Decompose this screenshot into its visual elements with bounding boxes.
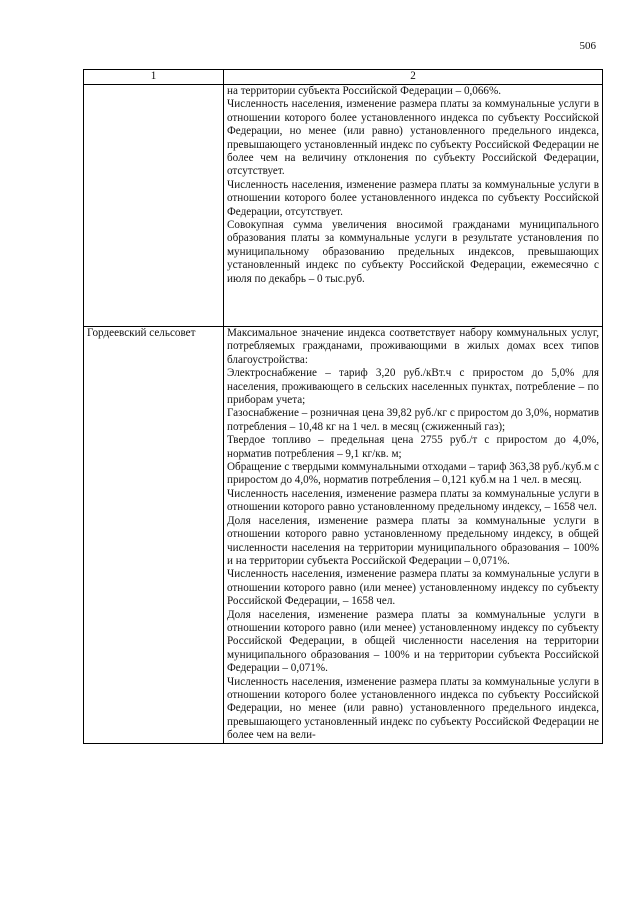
column-header-1: 1	[84, 70, 224, 85]
paragraph: Доля населения, изменение размера платы за коммунальные услуги в отношении которого равно установленному предельному индексу, в общей численности населения на территории муниципального образования – 100% и на территории субъекта Российской Федерации – 0,071%.	[227, 514, 599, 567]
paragraph: Численность населения, изменение размера платы за коммунальные услуги в отношении которого равно установленному предельному индексу, – 1658 чел.	[227, 487, 599, 514]
paragraph: Максимальное значение индекса соответствует набору коммунальных услуг, потребляемых гражданами, проживающими в жилых домах всех типов благоустройства:	[227, 327, 599, 366]
settlement-cell	[84, 327, 224, 744]
description-cell	[224, 327, 603, 744]
page-number: 506	[579, 40, 596, 52]
paragraph: на территории субъекта Российской Федерации – 0,066%.	[227, 85, 502, 97]
paragraph: Твердое топливо – предельная цена 2755 руб./т с приростом до 4,0%, норматив потребления – 9,1 кг/кв. м;	[227, 434, 599, 460]
paragraph: Доля населения, изменение размера платы за коммунальные услуги в отношении которого равно (или менее) установленному индексу по субъекту Российской Федерации, в общей численности населения на территории муниципального образования – 100% и на территории субъекта Российской Федерации – 0,071%.	[227, 608, 599, 675]
settlement-cell	[84, 85, 224, 327]
description-cell	[224, 85, 603, 327]
table-row	[84, 327, 603, 744]
column-header-2: 2	[224, 70, 603, 85]
table-header-row	[84, 70, 603, 85]
paragraph: Численность населения, изменение размера платы за коммунальные услуги в отношении которого более установленного индекса по субъекту Российской Федерации, но менее (или равно) установленного предельного индекса, превышающего установленный индекс по субъекту Российской Федерации не более чем на величину отклонения по субъекту Российской Федерации, отсутствует.	[227, 98, 599, 178]
table-row	[84, 85, 603, 327]
paragraph: Совокупная сумма увеличения вносимой гражданами муниципального образования платы за коммунальные услуги в результате установления по муниципальному образованию предельных индексов, превышающих установленный индекс по субъекту Российской Федерации, ежемесячно с июля по декабрь – 0 тыс.руб.	[227, 219, 599, 285]
paragraph: Численность населения, изменение размера платы за коммунальные услуги в отношении которого более установленного индекса по субъекту Российской Федерации, но менее (или равно) установленного предельного индекса, превышающего установленный индекс по субъекту Российской Федерации не более чем на вели-	[227, 675, 599, 742]
paragraph: Электроснабжение – тариф 3,20 руб./кВт.ч с приростом до 5,0% для населения, проживающего в сельских населенных пунктах, потребление – по приборам учета;	[227, 367, 599, 407]
paragraph: Численность населения, изменение размера платы за коммунальные услуги в отношении которого более установленного индекса по субъекту Российской Федерации, отсутствует.	[227, 178, 599, 218]
settlement-name: Гордеевский сельсовет	[87, 327, 196, 339]
document-table	[83, 69, 603, 744]
paragraph: Обращение с твердыми коммунальными отходами – тариф 363,38 руб./куб.м с приростом до 4,0%, норматив потребления – 0,121 куб.м на 1 чел. в месяц.	[227, 461, 599, 487]
paragraph: Численность населения, изменение размера платы за коммунальные услуги в отношении которого равно (или менее) установленному индексу по субъекту Российской Федерации, – 1658 чел.	[227, 568, 599, 608]
paragraph: Газоснабжение – розничная цена 39,82 руб./кг с приростом до 3,0%, норматив потребления – 10,48 кг на 1 чел. в месяц (сжиженный газ);	[227, 407, 599, 433]
